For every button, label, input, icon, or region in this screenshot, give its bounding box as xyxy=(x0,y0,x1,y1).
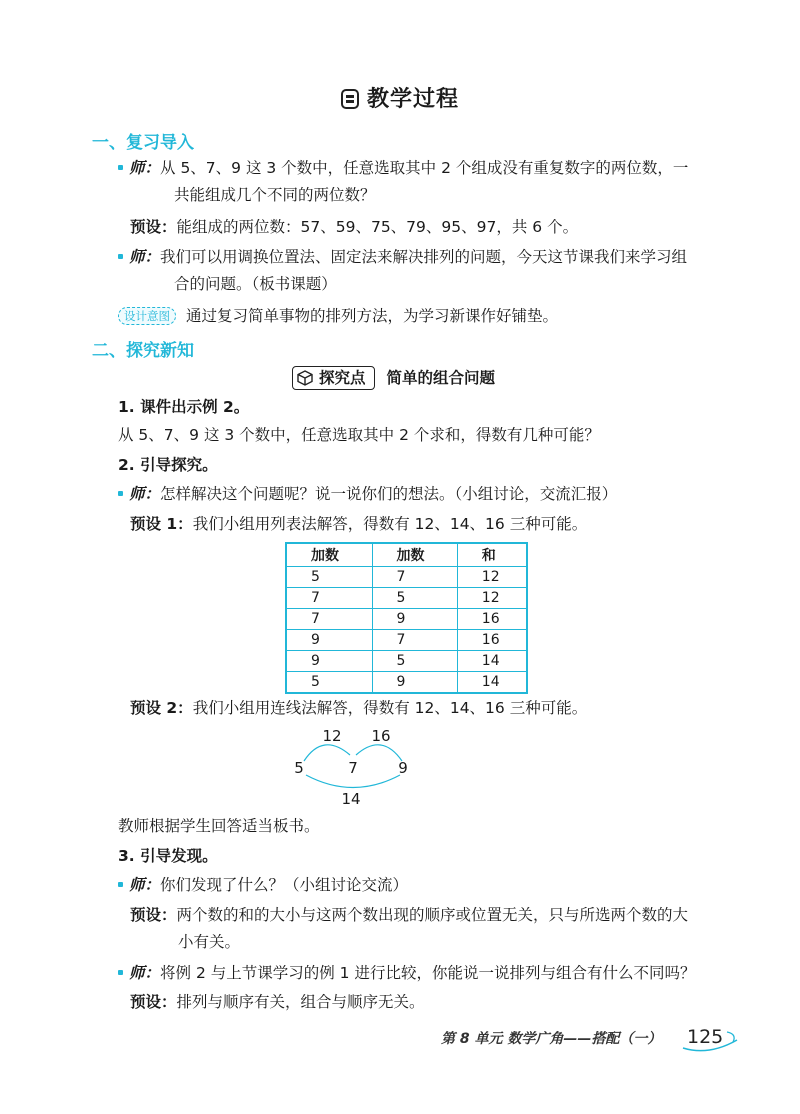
table-cell: 5 xyxy=(286,567,372,588)
teacher-line: 师：怎样解决这个问题呢？说一说你们的想法。（小组讨论，交流汇报） xyxy=(118,483,617,505)
table-cell: 9 xyxy=(372,672,457,694)
preset-2: 预设 2：我们小组用连线法解答，得数有 12、14、16 三种可能。 xyxy=(130,699,588,717)
pairing-diagram xyxy=(280,722,420,814)
footer-unit-title: 第 8 单元 数学广角——搭配（一） xyxy=(441,1031,662,1047)
bullet-icon xyxy=(118,165,123,170)
table-cell: 14 xyxy=(457,672,527,694)
table-header: 加数 xyxy=(286,543,372,567)
inquiry-point-header: 探究点 简单的组合问题 xyxy=(292,366,495,390)
table-cell: 12 xyxy=(457,588,527,609)
sum-16-label: 16 xyxy=(371,727,391,745)
table-cell: 16 xyxy=(457,630,527,651)
teacher-line: 师：从 5、7、9 这 3 个数中，任意选取其中 2 个组成没有重复数字的两位数，一 xyxy=(118,157,688,179)
teacher-line-cont: 合的问题。（板书课题） xyxy=(174,275,337,293)
bullet-icon xyxy=(118,882,123,887)
teacher-line-cont: 共能组成几个不同的两位数？ xyxy=(174,186,376,204)
table-cell: 5 xyxy=(372,651,457,672)
design-intent-badge: 设计意图 xyxy=(118,307,176,325)
preset-1: 预设 1：我们小组用列表法解答，得数有 12、14、16 三种可能。 xyxy=(130,515,588,533)
step-2: 2. 引导探究。 xyxy=(118,456,218,474)
preset-4: 预设：排列与顺序有关，组合与顺序无关。 xyxy=(130,993,425,1011)
sum-12-label: 12 xyxy=(322,727,342,745)
table-cell: 12 xyxy=(457,567,527,588)
sum-14-label: 14 xyxy=(341,790,361,808)
board-note: 教师根据学生回答适当板书。 xyxy=(118,817,320,835)
sum-table xyxy=(285,542,528,694)
table-row xyxy=(286,672,527,694)
bullet-icon xyxy=(118,970,123,975)
bullet-icon xyxy=(118,254,123,259)
table-row xyxy=(286,630,527,651)
table-cell: 9 xyxy=(286,651,372,672)
table-header: 和 xyxy=(457,543,527,567)
teacher-line: 师：你们发现了什么？（小组讨论交流） xyxy=(118,874,408,896)
teacher-line: 师：将例 2 与上节课学习的例 1 进行比较，你能说一说排列与组合有什么不同吗？ xyxy=(118,962,695,984)
table-cell: 9 xyxy=(372,609,457,630)
table-header: 加数 xyxy=(372,543,457,567)
table-cell: 16 xyxy=(457,609,527,630)
link-7-9 xyxy=(356,745,402,761)
table-cell: 7 xyxy=(372,567,457,588)
document-icon xyxy=(341,89,359,109)
preset-line: 预设：能组成的两位数：57、59、75、79、95、97，共 6 个。 xyxy=(130,218,579,236)
table-cell: 5 xyxy=(286,672,372,694)
number-9: 9 xyxy=(398,759,408,777)
step-3: 3. 引导发现。 xyxy=(118,847,218,865)
table-cell: 7 xyxy=(372,630,457,651)
inquiry-badge: 探究点 xyxy=(292,366,375,390)
page-title: 教学过程 xyxy=(0,82,800,113)
table-row xyxy=(286,651,527,672)
section-heading-explore: 二、探究新知 xyxy=(92,341,194,361)
table-row xyxy=(286,609,527,630)
table-cell: 7 xyxy=(286,609,372,630)
preset-3-cont: 小有关。 xyxy=(178,933,241,951)
section-heading-review: 一、复习导入 xyxy=(92,133,194,153)
bullet-icon xyxy=(118,491,123,496)
table-row xyxy=(286,588,527,609)
preset-3: 预设：两个数的和的大小与这两个数出现的顺序或位置无关，只与所选两个数的大 xyxy=(130,906,689,924)
table-cell: 7 xyxy=(286,588,372,609)
design-intent: 设计意图 通过复习简单事物的排列方法，为学习新课作好铺垫。 xyxy=(118,305,558,327)
page-number: 125 xyxy=(687,1026,724,1048)
step-1: 1. 课件出示例 2。 xyxy=(118,398,250,416)
table-row xyxy=(286,567,527,588)
cube-icon xyxy=(297,370,313,386)
table-cell: 5 xyxy=(372,588,457,609)
table-header-row xyxy=(286,543,527,567)
table-cell: 14 xyxy=(457,651,527,672)
problem-text: 从 5、7、9 这 3 个数中，任意选取其中 2 个求和，得数有几种可能？ xyxy=(118,426,600,444)
page-number-block xyxy=(681,1020,741,1060)
table-cell: 9 xyxy=(286,630,372,651)
number-7: 7 xyxy=(348,759,358,777)
link-5-7 xyxy=(304,745,350,761)
number-5: 5 xyxy=(294,759,304,777)
teacher-line: 师：我们可以用调换位置法、固定法来解决排列的问题，今天这节课我们来学习组 xyxy=(118,246,687,268)
